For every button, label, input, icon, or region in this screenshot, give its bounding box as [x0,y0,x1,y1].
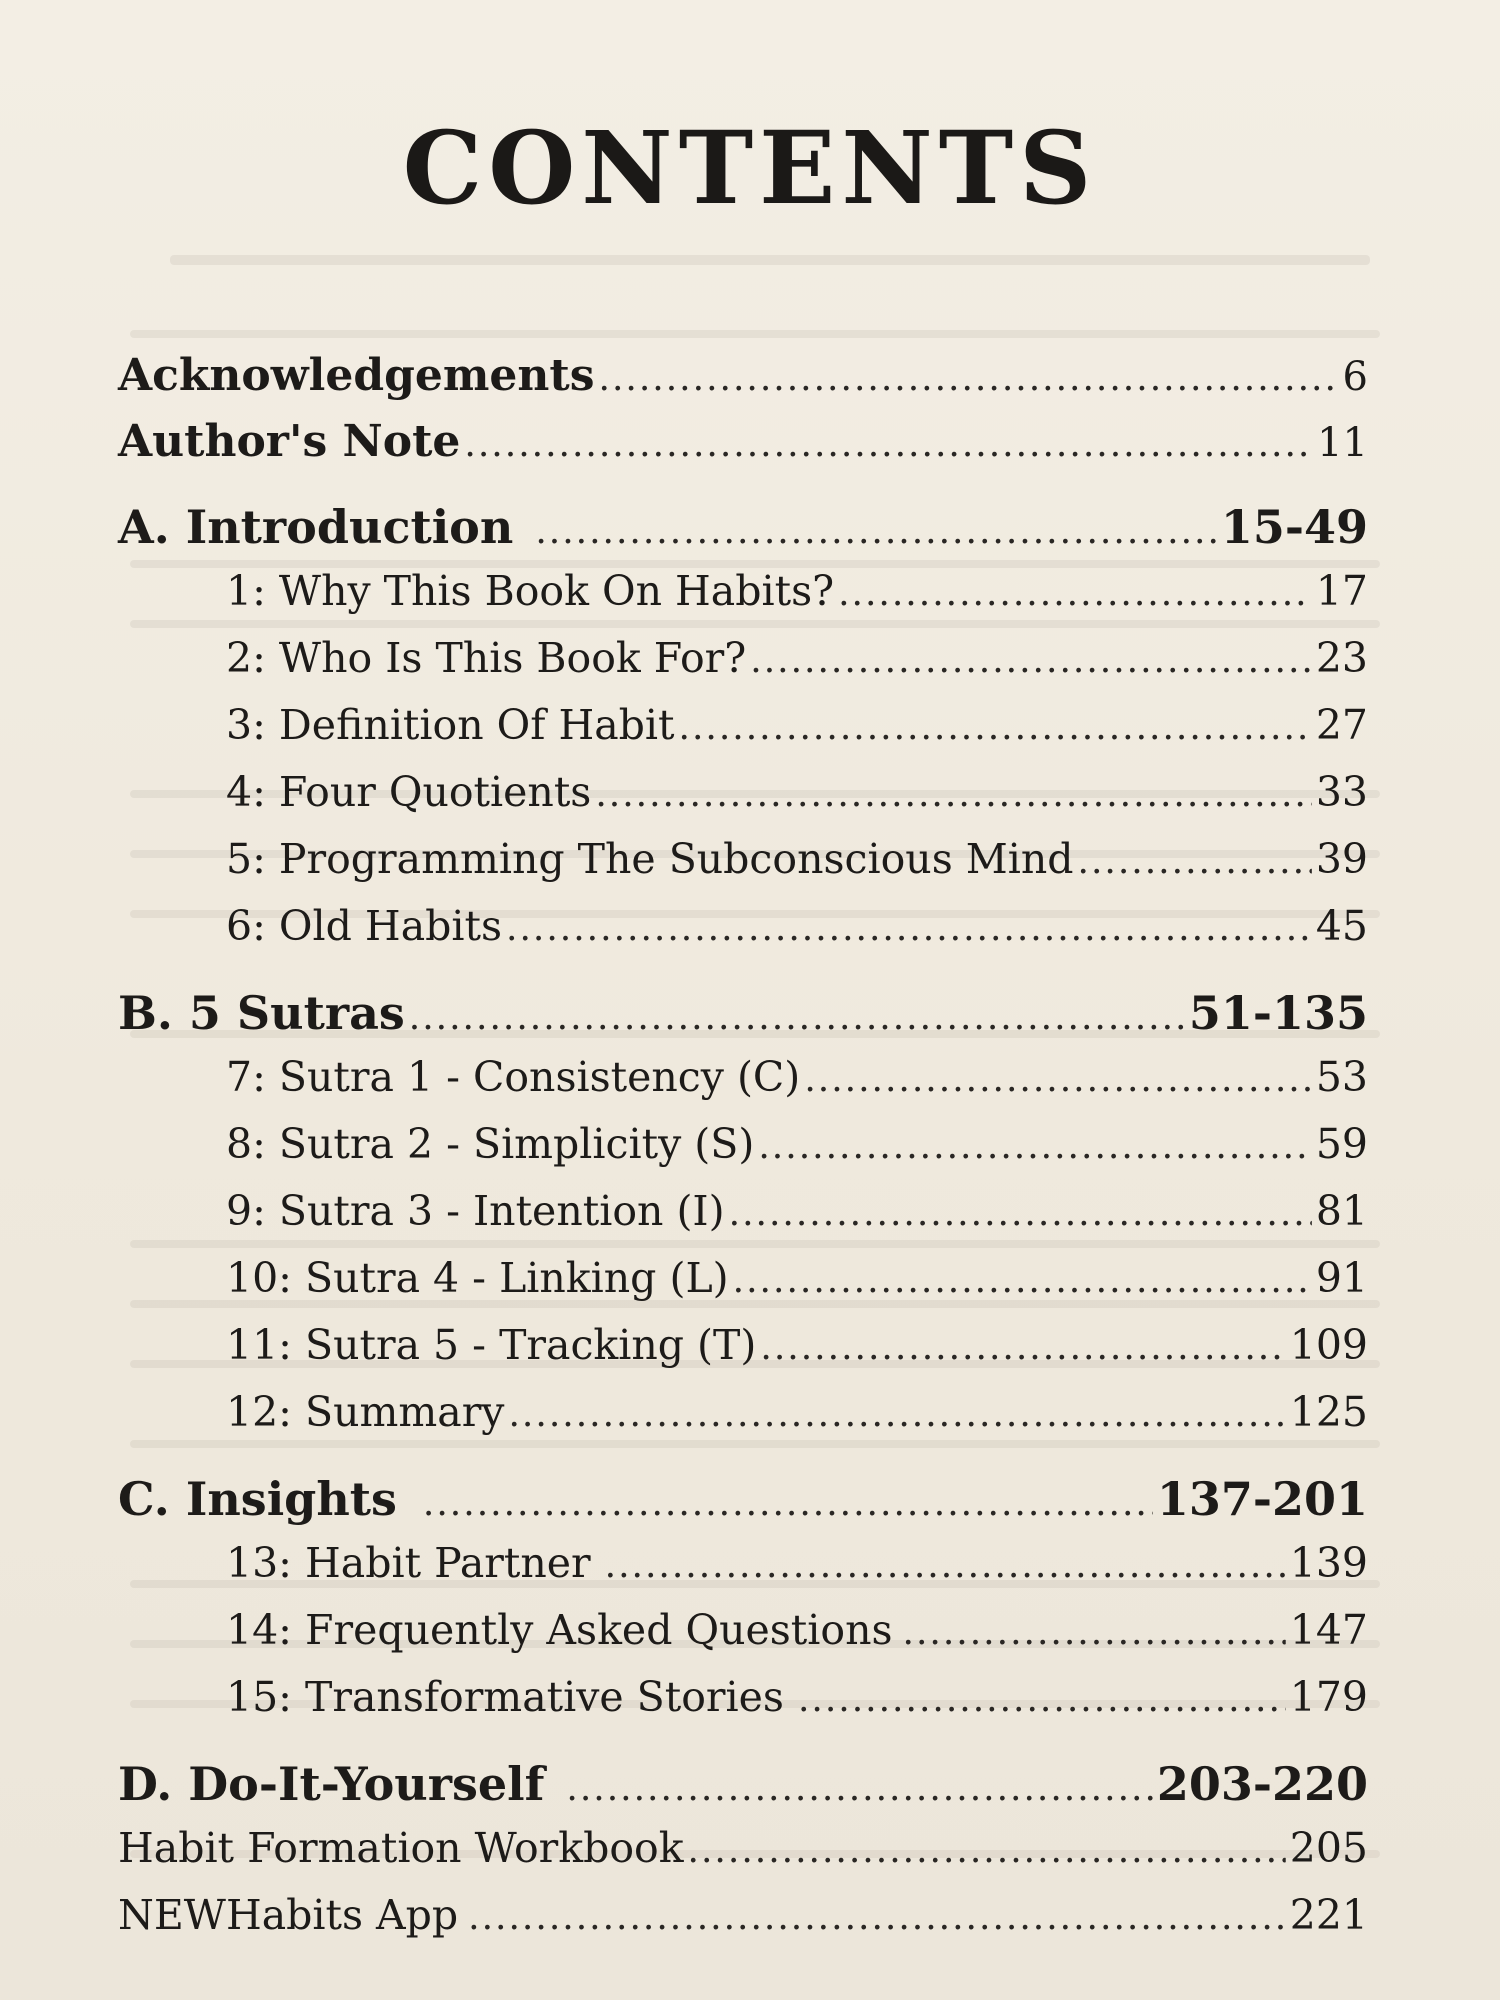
toc-section-label: C. Insights [118,1472,397,1526]
toc-entry-page: 81 [1315,1187,1368,1235]
toc-section-pages: 203-220 [1156,1757,1368,1811]
dot-leader [903,1612,1286,1653]
dot-leader [729,1193,1312,1234]
toc-entry-label: 15: Transformative Stories [226,1673,784,1721]
toc-section-introduction[interactable] [118,500,1368,562]
toc-entry-page: 33 [1315,768,1368,816]
toc-entry-chapter-1[interactable] [118,567,1368,629]
toc-entry-label: 5: Programming The Subconscious Mind [226,835,1074,883]
toc-entry-label: 6: Old Habits [226,902,503,950]
dot-leader [804,1059,1312,1100]
dot-leader [1078,841,1312,882]
dot-leader [595,774,1311,815]
toc-entry-label: 14: Frequently Asked Questions [226,1606,893,1654]
dot-leader [409,997,1185,1038]
toc-entry-chapter-9[interactable] [118,1187,1368,1249]
toc-entry-acknowledgements[interactable] [118,350,1368,412]
toc-entry-chapter-12[interactable] [118,1388,1368,1450]
toc-entry-label: 9: Sutra 3 - Intention (I) [226,1187,725,1235]
toc-section-label: B. 5 Sutras [118,986,405,1040]
toc-entry-chapter-15[interactable] [118,1673,1368,1735]
toc-entry-label: 7: Sutra 1 - Consistency (C) [226,1053,801,1101]
toc-entry-label: 12: Summary [226,1388,505,1436]
toc-entry-label: 1: Why This Book On Habits? [226,567,835,615]
toc-entry-page: 6 [1342,354,1368,400]
toc-entry-page: 125 [1289,1388,1368,1436]
toc-entry-chapter-14[interactable] [118,1606,1368,1668]
dot-leader [599,358,1339,399]
toc-entry-page: 23 [1315,634,1368,682]
dot-leader [566,1768,1152,1809]
toc-entry-page: 205 [1289,1824,1368,1872]
toc-section-pages: 15-49 [1220,500,1368,554]
toc-entry-chapter-10[interactable] [118,1254,1368,1316]
dot-leader [760,1327,1285,1368]
dot-leader [750,640,1312,681]
toc-entry-page: 139 [1289,1539,1368,1587]
dot-leader [605,1545,1286,1586]
toc-entry-label: 10: Sutra 4 - Linking (L) [226,1254,729,1302]
toc-entry-chapter-6[interactable] [118,902,1368,964]
toc-entry-page: 11 [1317,420,1368,466]
dot-leader [688,1830,1286,1871]
toc-entry-chapter-3[interactable] [118,701,1368,763]
toc-entry-page: 27 [1315,701,1368,749]
toc-entry-chapter-13[interactable] [118,1539,1368,1601]
dot-leader [464,424,1313,465]
toc-entry-chapter-5[interactable] [118,835,1368,897]
toc-entry-label: Habit Formation Workbook [118,1824,684,1872]
toc-entry-page: 45 [1315,902,1368,950]
dot-leader [423,1483,1153,1524]
toc-section-insights[interactable] [118,1472,1368,1534]
dot-leader [733,1260,1312,1301]
toc-entry-page: 53 [1315,1053,1368,1101]
toc-section-label: A. Introduction [118,500,514,554]
dot-leader [468,1897,1286,1938]
toc-entry-label: 2: Who Is This Book For? [226,634,747,682]
toc-entry-page: 91 [1315,1254,1368,1302]
toc-entry-page: 59 [1315,1120,1368,1168]
dot-leader [535,511,1217,552]
toc-entry-chapter-7[interactable] [118,1053,1368,1115]
toc-entry-page: 179 [1289,1673,1368,1721]
toc-entry-page: 39 [1315,835,1368,883]
toc-entry-chapter-4[interactable] [118,768,1368,830]
toc-entry-label: 13: Habit Partner [226,1539,591,1587]
dot-leader [506,908,1312,949]
toc-section-5-sutras[interactable] [118,986,1368,1048]
toc-entry-label: 11: Sutra 5 - Tracking (T) [226,1321,757,1369]
toc-entry-page: 109 [1289,1321,1368,1369]
toc-entry-label: 8: Sutra 2 - Simplicity (S) [226,1120,755,1168]
dot-leader [758,1126,1311,1167]
toc-entry-label: Author's Note [118,416,461,467]
toc-entry-authors-note[interactable] [118,416,1368,478]
page-title: CONTENTS [402,109,1098,227]
toc-section-do-it-yourself[interactable] [118,1757,1368,1819]
toc-section-pages: 137-201 [1156,1472,1368,1526]
toc-entry-page: 17 [1315,567,1368,615]
toc-entry-label: NEWHabits App [118,1891,459,1939]
toc-entry-label: 3: Definition Of Habit [226,701,675,749]
toc-entry-chapter-11[interactable] [118,1321,1368,1383]
toc-entry-label: 4: Four Quotients [226,768,592,816]
toc-entry-chapter-2[interactable] [118,634,1368,696]
dot-leader [838,573,1312,614]
dot-leader [508,1394,1285,1435]
dot-leader [798,1679,1286,1720]
toc-section-label: D. Do-It-Yourself [118,1757,545,1811]
toc-section-pages: 51-135 [1188,986,1368,1040]
toc-entry-app[interactable] [118,1891,1368,1953]
toc-entry-label: Acknowledgements [118,350,595,401]
dot-leader [679,707,1312,748]
toc-entry-chapter-8[interactable] [118,1120,1368,1182]
toc-entry-page: 221 [1289,1891,1368,1939]
toc-entry-workbook[interactable] [118,1824,1368,1886]
toc-entry-page: 147 [1289,1606,1368,1654]
